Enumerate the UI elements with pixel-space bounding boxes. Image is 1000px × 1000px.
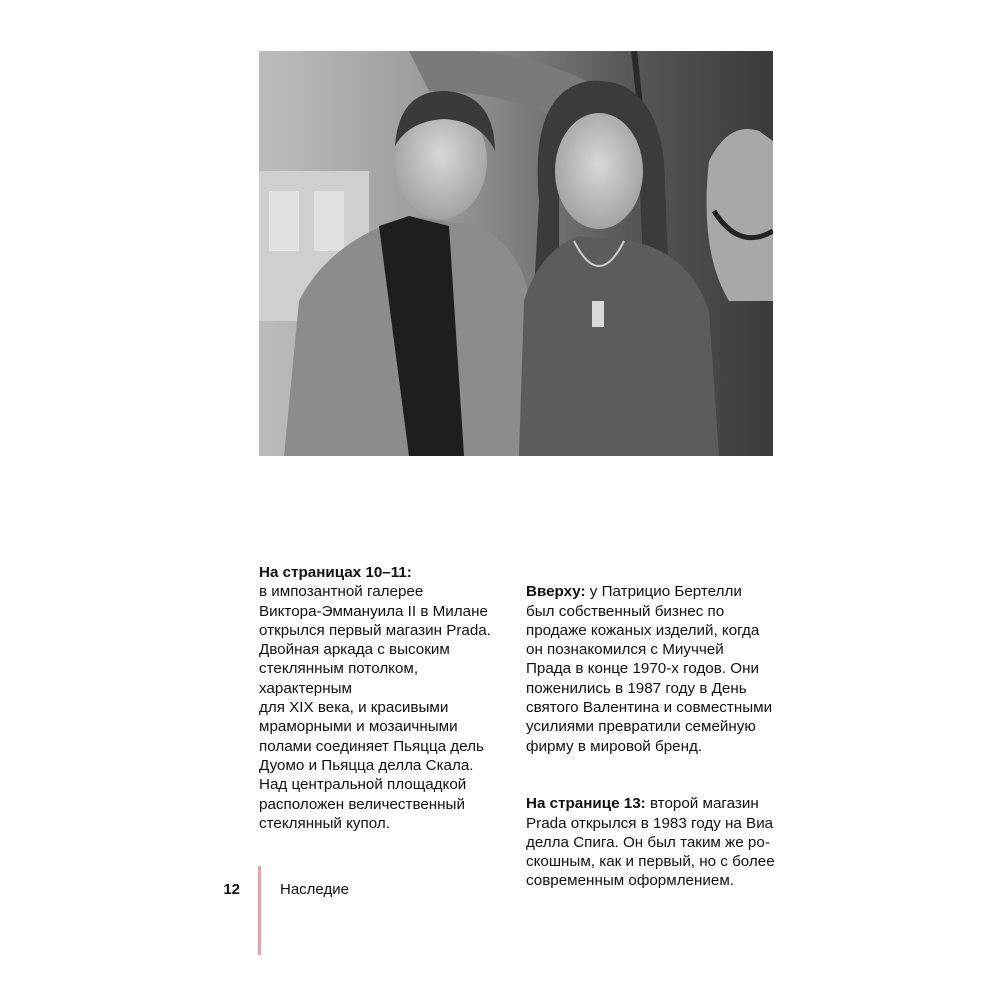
caption-right [526,563,776,910]
page-number: 12 [223,881,240,898]
section-title: Наследие [280,881,349,898]
caption-left-text: в импозантной галерее Виктора-Эммануила II в Милане открылся первый магазин Prada. Двойная аркада с высоким стеклянным потолком, характерным для XIX века, и красивыми мраморными и мозаичными полами соединяет Пьяцца дель Дуомо и Пьяцца делла Скала. Над центральной площадкой расположен величественный стеклянный купол. [259,583,491,832]
section-rule [258,866,261,955]
caption-right-paragraph-2 [526,794,776,890]
caption-right-paragraph-1 [526,582,776,756]
caption-right-text-2: второй магазин Prada открылся в 1983 году на Виа делла Спига. Он был таким же ро- скошным, как и первый, но с более современным оформлением. [526,795,775,890]
caption-left-label: На страницах 10–11: [259,564,412,581]
photograph [259,51,773,456]
caption-right-label-2: На странице 13: [526,795,646,813]
caption-right-label-1: Вверху: [526,583,586,601]
caption-right-text-1: у Патрицио Бертелли был собственный бизнес по продаже кожаных изделий, когда он познакомился с Миуччей Прада в конце 1970-х годов. Они поженились в 1987 году в День святого Валентина и совместными усилиями превратили семейную фирму в мировой бренд. [526,583,773,755]
caption-left [259,563,509,833]
photograph-icon [259,51,773,456]
